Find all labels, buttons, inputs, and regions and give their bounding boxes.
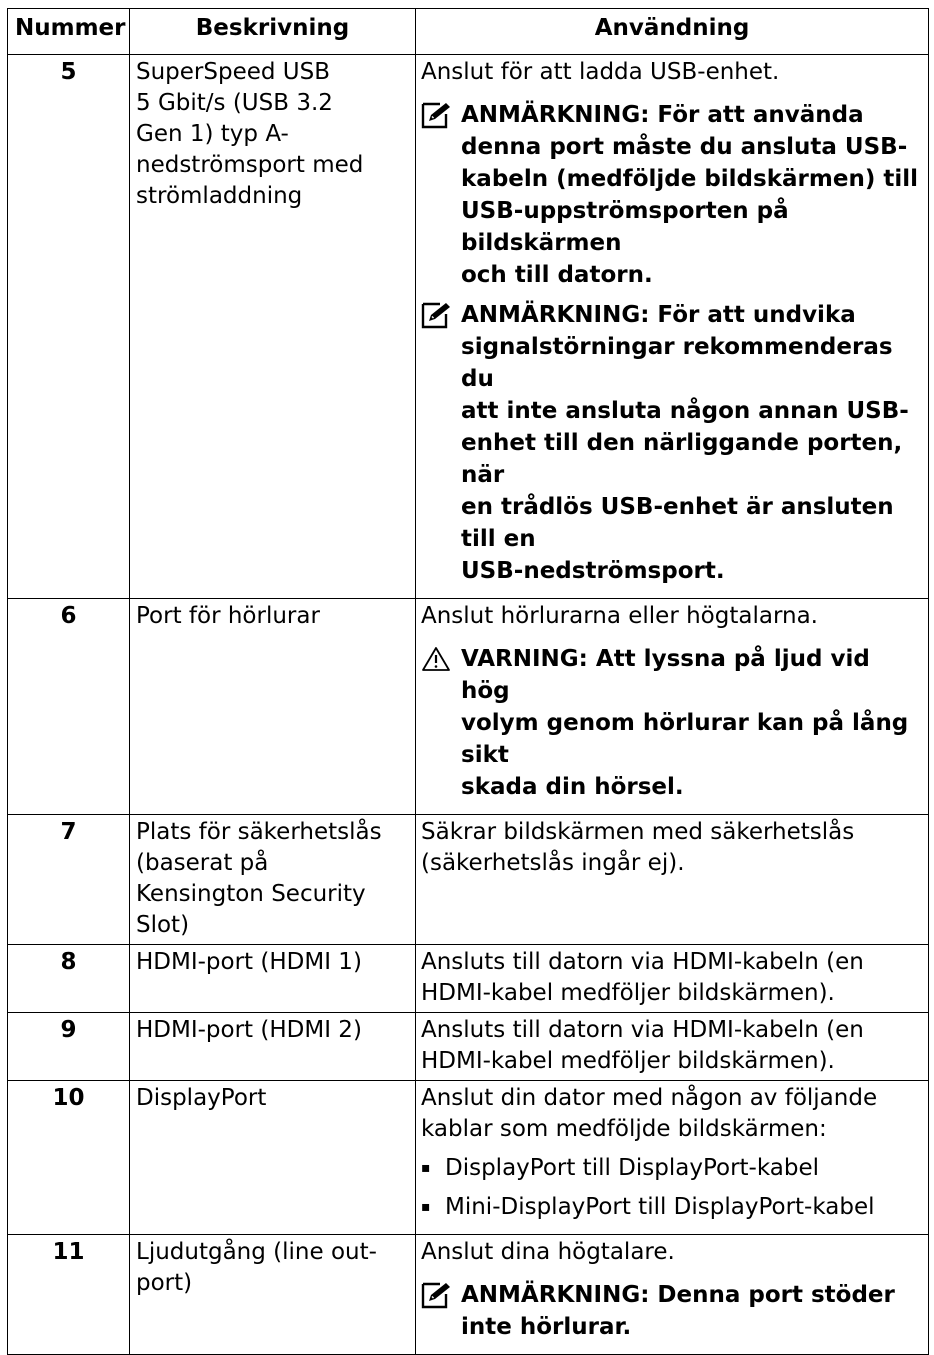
row-usage — [416, 1081, 929, 1235]
usage-text: Ansluts till datorn via HDMI-kabeln (en HDMI-kabel medföljer bildskärmen). — [421, 949, 864, 1006]
note-pencil-icon — [421, 1281, 452, 1309]
row-usage — [416, 599, 929, 815]
usage-text: Anslut hörlurarna eller högtalarna. — [421, 603, 818, 629]
row-usage — [416, 55, 929, 599]
usage-text: Ansluts till datorn via HDMI-kabeln (en HDMI-kabel medföljer bildskärmen). — [421, 1017, 864, 1074]
row-number: 10 — [8, 1081, 130, 1235]
note-pencil-icon — [421, 101, 452, 129]
bullet-list — [421, 1153, 924, 1223]
note-text: ANMÄRKNING: För att undvika signalstörningar rekommenderas du att inte ansluta någon annan USB- enhet till den närliggande porten, när en trådlös USB-enhet är ansluten till en USB-nedströmsport. — [461, 302, 909, 584]
header-row — [8, 9, 929, 55]
table-row — [8, 815, 929, 945]
row-usage — [416, 1013, 929, 1081]
row-description: DisplayPort — [130, 1081, 416, 1235]
header-anvandning: Användning — [416, 9, 929, 55]
table-row — [8, 1013, 929, 1081]
usage-text: Anslut din dator med någon av följande kablar som medföljde bildskärmen: — [421, 1085, 878, 1142]
row-description: SuperSpeed USB 5 Gbit/s (USB 3.2 Gen 1) typ A- nedströmsport med strömladdning — [130, 55, 416, 599]
list-item — [421, 1153, 924, 1184]
row-number: 7 — [8, 815, 130, 945]
list-item — [421, 1192, 924, 1223]
row-description: HDMI-port (HDMI 1) — [130, 945, 416, 1013]
row-usage — [416, 815, 929, 945]
row-description: Ljudutgång (line out- port) — [130, 1235, 416, 1355]
note — [421, 1279, 924, 1343]
bullet-dot: ▪ — [421, 1160, 431, 1176]
note — [421, 99, 924, 291]
row-usage — [416, 945, 929, 1013]
note-icon-wrap — [421, 1279, 461, 1310]
usage-text: Anslut för att ladda USB-enhet. — [421, 59, 780, 85]
table-row — [8, 1081, 929, 1235]
note-icon-wrap — [421, 99, 461, 130]
row-number: 5 — [8, 55, 130, 599]
row-number: 11 — [8, 1235, 130, 1355]
warning-text: VARNING: Att lyssna på ljud vid hög volym genom hörlurar kan på lång sikt skada din hörsel. — [461, 646, 909, 800]
note-pencil-icon — [421, 301, 452, 329]
row-description: Plats för säkerhetslås (baserat på Kensington Security Slot) — [130, 815, 416, 945]
row-description: HDMI-port (HDMI 2) — [130, 1013, 416, 1081]
bullet-dot: ▪ — [421, 1199, 431, 1215]
header-beskrivning: Beskrivning — [130, 9, 416, 55]
ports-table — [7, 8, 929, 1355]
row-number: 9 — [8, 1013, 130, 1081]
row-number: 8 — [8, 945, 130, 1013]
warning-icon-wrap — [421, 643, 461, 674]
warning — [421, 643, 924, 803]
note-text: ANMÄRKNING: Denna port stöder inte hörlurar. — [461, 1282, 895, 1340]
note — [421, 299, 924, 587]
row-usage — [416, 1235, 929, 1355]
bullet-text: Mini-DisplayPort till DisplayPort-kabel — [445, 1194, 875, 1220]
warning-triangle-icon — [421, 646, 451, 672]
table-row — [8, 945, 929, 1013]
note-text: ANMÄRKNING: För att använda denna port måste du ansluta USB- kabeln (medföljde bildskärmen) till USB-uppströmsporten på bildskärmen och till datorn. — [461, 102, 918, 288]
table-row — [8, 599, 929, 815]
header-nummer: Nummer — [8, 9, 130, 55]
table-row — [8, 55, 929, 599]
row-number: 6 — [8, 599, 130, 815]
row-description: Port för hörlurar — [130, 599, 416, 815]
bullet-text: DisplayPort till DisplayPort-kabel — [445, 1155, 820, 1181]
usage-text: Säkrar bildskärmen med säkerhetslås (säkerhetslås ingår ej). — [421, 819, 855, 876]
table-row — [8, 1235, 929, 1355]
usage-text: Anslut dina högtalare. — [421, 1239, 675, 1265]
note-icon-wrap — [421, 299, 461, 330]
